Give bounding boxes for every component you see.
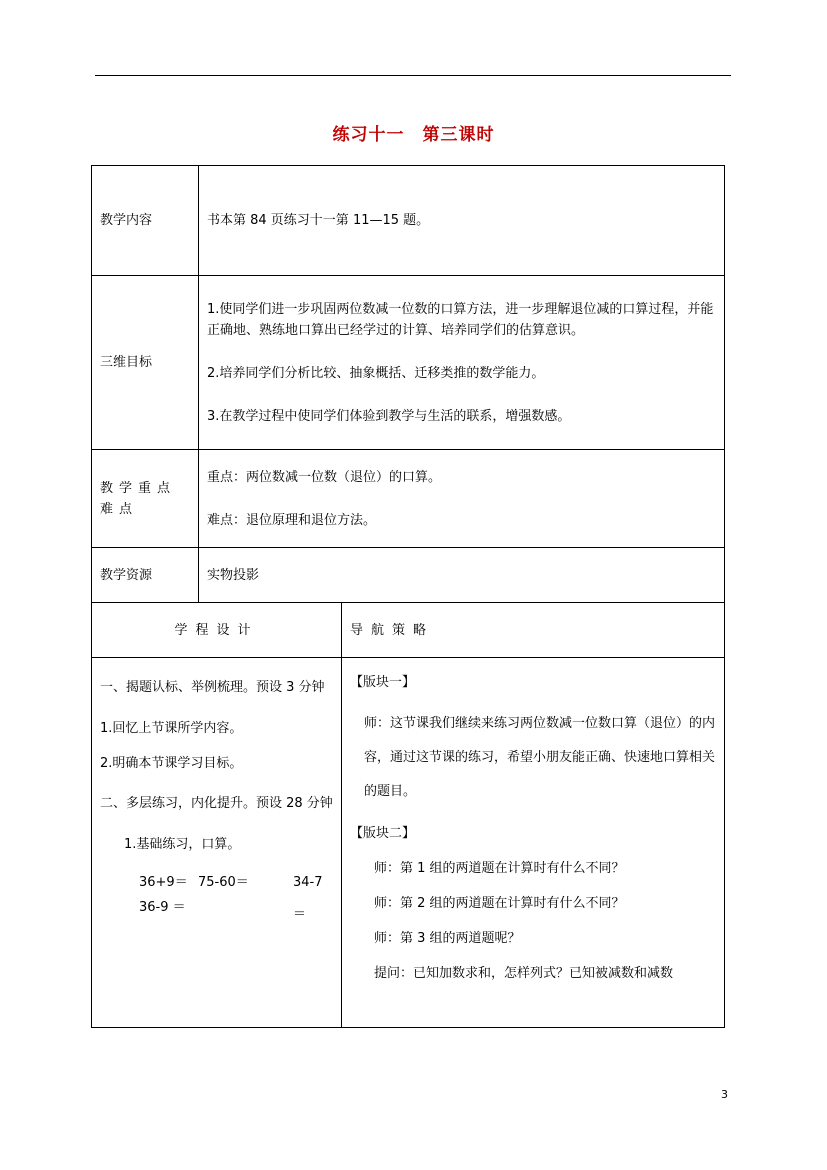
question-1: 师：第 1 组的两道题在计算时有什么不同？ <box>374 861 625 876</box>
design-left-header: 学程设计 <box>92 603 342 658</box>
question-4: 提问：已知加数求和，怎样列式？已知被减数和减数 <box>374 966 674 981</box>
header-rule <box>95 75 731 76</box>
section-2-title: 二、多层练习，内化提升。预设 28 分钟 <box>100 796 333 811</box>
left-sub-1: 1.基础练习，口算。 <box>124 837 241 852</box>
row-design-header <box>92 603 725 658</box>
row-goals <box>92 276 725 450</box>
exercise-row <box>100 867 333 922</box>
exercise-1: 36+9＝ <box>139 875 188 890</box>
difficulty-text: 难点：退位原理和退位方法。 <box>207 512 377 528</box>
label-resources: 教学资源 <box>92 548 199 603</box>
section-1-title: 一、揭题认标、举例梳理。预设 3 分钟 <box>100 680 325 695</box>
page-title: 练习十一 第三课时 <box>332 125 495 145</box>
value-resources: 实物投影 <box>199 548 725 603</box>
goal-item-1: 1.使同学们进一步巩固两位数减一位数的口算方法，进一步理解退位减的口算过程，并能正确地、熟练地口算出已经学过的计算、培养同学们的估算意识。 <box>207 301 714 338</box>
design-left-cell <box>92 658 342 1028</box>
goal-item-3: 3.在教学过程中使同学们体验到教学与生活的联系，增强数感。 <box>207 408 571 424</box>
block-1-text: 师：这节课我们继续来练习两位数减一位数口算（退位）的内容，通过这节课的练习，希望小朋友能正确、快速地口算相关的题目。 <box>364 716 716 799</box>
left-item-2: 2.明确本节课学习目标。 <box>100 756 243 771</box>
exercise-2: 75-60＝ <box>198 875 249 890</box>
question-2: 师：第 2 组的两道题在计算时有什么不同？ <box>374 896 625 911</box>
block-2-title: 【版块二】 <box>350 826 416 841</box>
row-key-points <box>92 450 725 548</box>
value-teaching-content: 书本第 84 页练习十一第 11—15 题。 <box>199 166 725 276</box>
design-right-cell <box>342 658 725 1028</box>
label-teaching-content: 教学内容 <box>92 166 199 276</box>
key-points-cell <box>199 450 725 548</box>
exercise-3: 34-7＝ <box>293 875 323 922</box>
page-number: 3 <box>721 1088 728 1101</box>
left-item-1: 1.回忆上节课所学内容。 <box>100 721 243 736</box>
lesson-plan-table <box>91 165 725 1028</box>
label-goals: 三维目标 <box>92 276 199 450</box>
row-design-body <box>92 658 725 1028</box>
focus-text: 重点：两位数减一位数（退位）的口算。 <box>207 469 442 485</box>
row-resources <box>92 548 725 603</box>
block-1-title: 【版块一】 <box>350 675 416 690</box>
question-3: 师：第 3 组的两道题呢？ <box>374 931 521 946</box>
goals-cell <box>199 276 725 450</box>
row-teaching-content <box>92 166 725 276</box>
goal-item-2: 2.培养同学们分析比较、抽象概括、迁移类推的数学能力。 <box>207 365 545 381</box>
exercise-4: 36-9 ＝ <box>139 900 186 915</box>
design-right-header: 导航策略 <box>342 603 725 658</box>
label-key-points: 教学重点难点 <box>92 450 199 548</box>
